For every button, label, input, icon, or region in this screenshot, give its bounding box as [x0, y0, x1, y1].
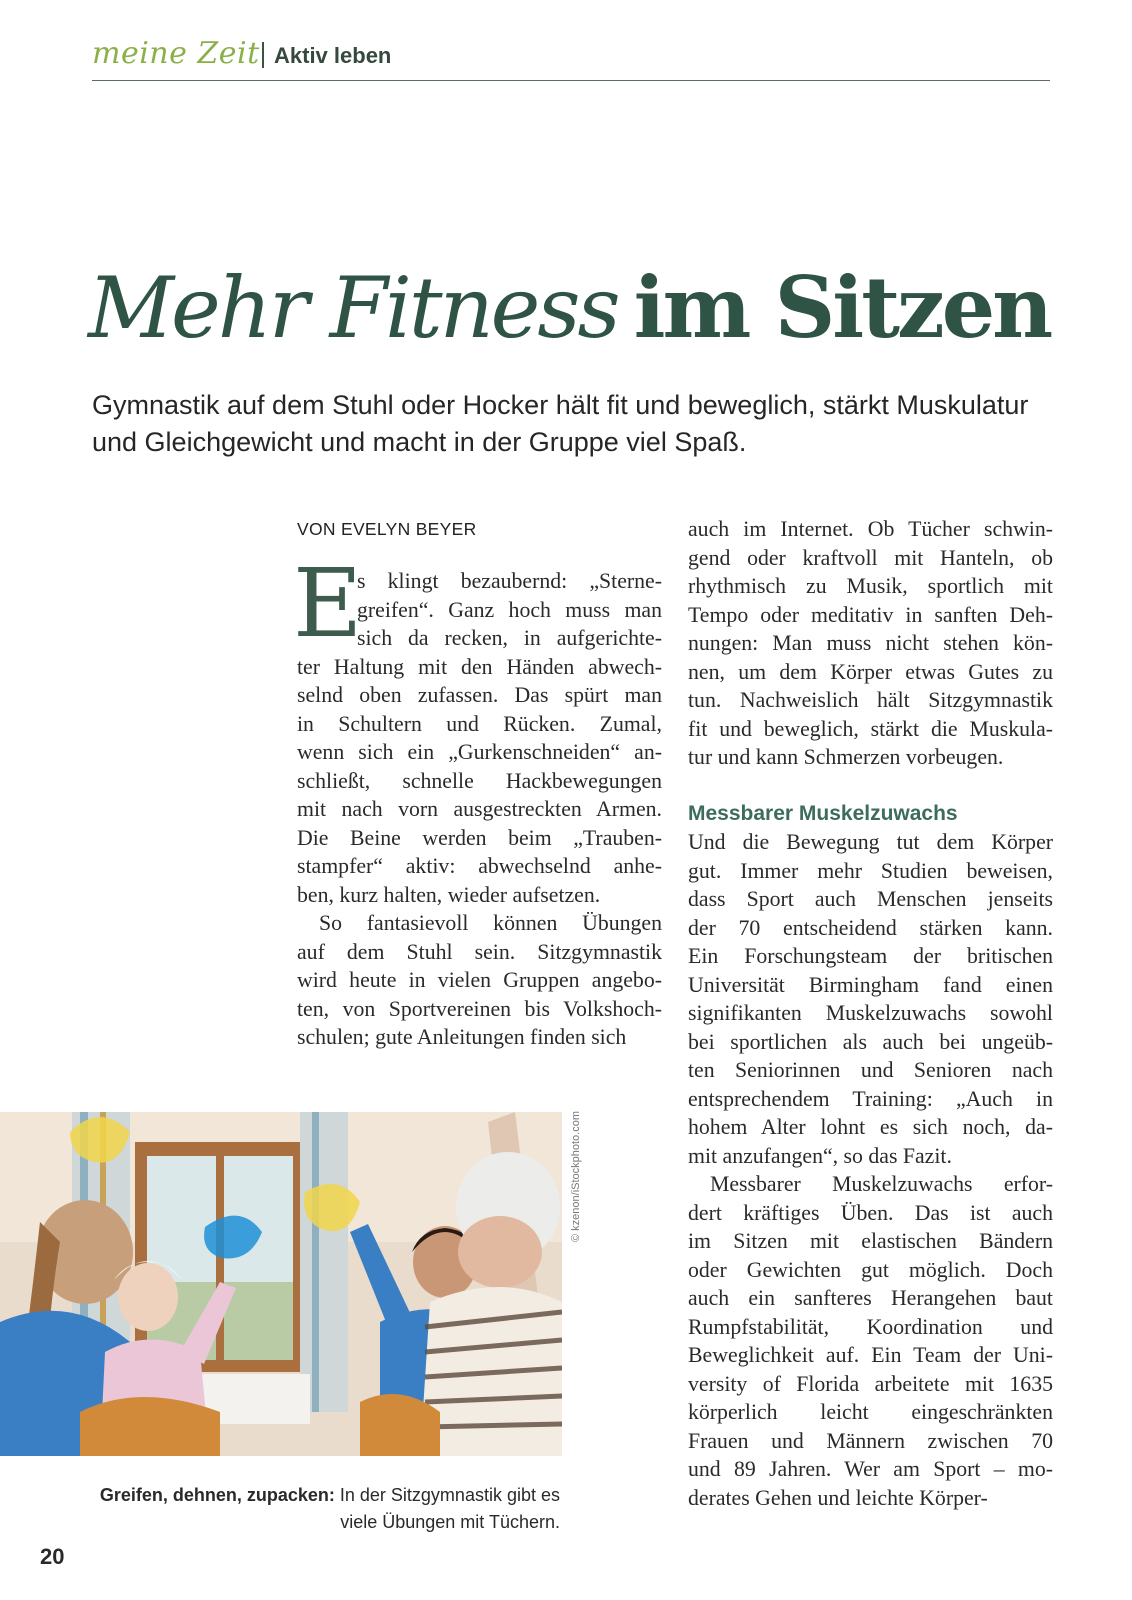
text-line: wird heute in vielen Gruppen angebo-	[297, 968, 662, 992]
text-line: oder Gewichten gut möglich. Doch	[688, 1257, 1053, 1282]
text-line: im Sitzen mit elastischen Bändern	[688, 1229, 1053, 1253]
text-line: wenn sich ein „Gurkenschneiden“ an-	[297, 740, 662, 764]
text-line: Beweglichkeit auf. Ein Team der Uni-	[688, 1343, 1053, 1367]
column-2-body-b	[688, 828, 1053, 1512]
text-line: Und die Bewegung tut dem Körper	[688, 830, 1053, 854]
title-italic-part: Mehr Fitness	[88, 259, 618, 358]
subheading: Messbarer Muskelzuwachs	[688, 801, 958, 825]
text-line: der 70 entscheidend stärken kann.	[688, 915, 1053, 940]
text-line: auch ein sanfteres Herangehen baut	[688, 1286, 1053, 1310]
text-line: mit nach vorn ausgestreckten Armen.	[297, 797, 662, 821]
byline: VON EVELYN BEYER	[297, 519, 477, 539]
text-line: selnd oben zufassen. Das spürt man	[297, 683, 662, 707]
text-line: ben, kurz halten, wieder aufsetzen.	[297, 882, 601, 907]
text-line: in Schultern und Rücken. Zumal,	[297, 711, 662, 736]
article-title	[88, 258, 1051, 358]
text-line: Tempo oder meditativ in sanften Deh-	[688, 602, 1053, 627]
text-line: ter Haltung mit den Händen abwech-	[297, 654, 662, 679]
caption-text: In der Sitzgymnastik gibt es viele Übungen mit Tüchern.	[339, 1485, 560, 1532]
text-line: signifikanten Muskelzuwachs sowohl	[688, 1001, 1053, 1025]
text-line: hohem Alter lohnt es sich noch, da-	[688, 1115, 1053, 1139]
header-divider	[262, 42, 264, 68]
text-line: rhythmisch zu Musik, sportlich mit	[688, 574, 1053, 598]
text-line: auch im Internet. Ob Tücher schwin-	[688, 517, 1053, 541]
text-line: tun. Nachweislich hält Sitzgymnastik	[688, 688, 1053, 712]
text-line: auf dem Stuhl sein. Sitzgymnastik	[297, 939, 662, 964]
title-bold-part: im Sitzen	[633, 258, 1051, 358]
text-line: mit anzufangen“, so das Fazit.	[688, 1143, 952, 1168]
text-line: schließt, schnelle Hackbewegungen	[297, 768, 662, 793]
page-header	[92, 34, 1050, 81]
text-line: stampfer“ aktiv: abwechselnd anhe-	[297, 854, 662, 878]
text-column-1	[293, 515, 662, 1052]
photo-caption	[92, 1482, 560, 1536]
text-line: nungen: Man muss nicht stehen kön-	[688, 631, 1053, 655]
text-line: Universität Birmingham fand einen	[688, 972, 1053, 997]
text-line: ten Seniorinnen und Senioren nach	[688, 1058, 1053, 1082]
text-line: So fantasievoll können Übungen	[319, 911, 662, 935]
text-line: bei sportlichen als auch bei ungeüb-	[688, 1029, 1053, 1054]
drop-cap: E	[293, 549, 363, 659]
text-line: dert kräftiges Üben. Das ist auch	[688, 1200, 1053, 1225]
text-line: sich da recken, in aufgerichte-	[357, 626, 662, 650]
text-line: und 89 Jahren. Wer am Sport – mo-	[688, 1457, 1053, 1481]
text-line: ten, von Sportvereinen bis Volkshoch-	[297, 996, 662, 1021]
caption-bold: Greifen, dehnen, zupacken:	[99, 1485, 335, 1505]
article-photo	[0, 1112, 562, 1456]
text-line: derates Gehen und leichte Körper-	[688, 1485, 988, 1510]
magazine-brand: meine Zeit	[92, 36, 260, 71]
text-line: tur und kann Schmerzen vorbeugen.	[688, 745, 1004, 769]
section-label: Aktiv leben	[274, 43, 392, 68]
text-line: dass Sport auch Menschen jenseits	[688, 887, 1053, 911]
text-line: gut. Immer mehr Studien beweisen,	[688, 858, 1053, 883]
text-line: Rumpfstabilität, Koordination und	[688, 1314, 1053, 1339]
page-number: 20	[40, 1544, 65, 1569]
text-line: s klingt bezaubernd: „Sterne-	[357, 569, 662, 593]
text-line: fit und beweglich, stärkt die Muskula-	[688, 716, 1053, 741]
text-line: versity of Florida arbeitete mit 1635	[688, 1371, 1053, 1396]
text-line: entsprechendem Training: „Auch in	[688, 1086, 1053, 1111]
text-line: nen, um dem Körper etwas Gutes zu	[688, 659, 1053, 684]
text-line: schulen; gute Anleitungen finden sich	[297, 1025, 627, 1049]
text-line: greifen“. Ganz hoch muss man	[357, 597, 662, 622]
column-2-body-a	[688, 515, 1053, 772]
text-line: körperlich leicht eingeschränkten	[688, 1400, 1053, 1424]
text-line: Ein Forschungsteam der britischen	[688, 944, 1053, 968]
text-line: Messbarer Muskelzuwachs erfor-	[710, 1172, 1053, 1196]
text-line: Frauen und Männern zwischen 70	[688, 1428, 1053, 1453]
text-line: gend oder kraftvoll mit Hanteln, ob	[688, 545, 1053, 570]
text-line: Die Beine werden beim „Trauben-	[297, 825, 662, 850]
photo-credit: © kzenon/iStockphoto.com	[570, 1110, 582, 1242]
text-column-2	[688, 515, 1053, 1512]
article-lead: Gymnastik auf dem Stuhl oder Hocker hält fit und beweglich, stärkt Muskulatur und Gleichgewicht und macht in der Gruppe viel Spaß.	[92, 390, 1029, 457]
